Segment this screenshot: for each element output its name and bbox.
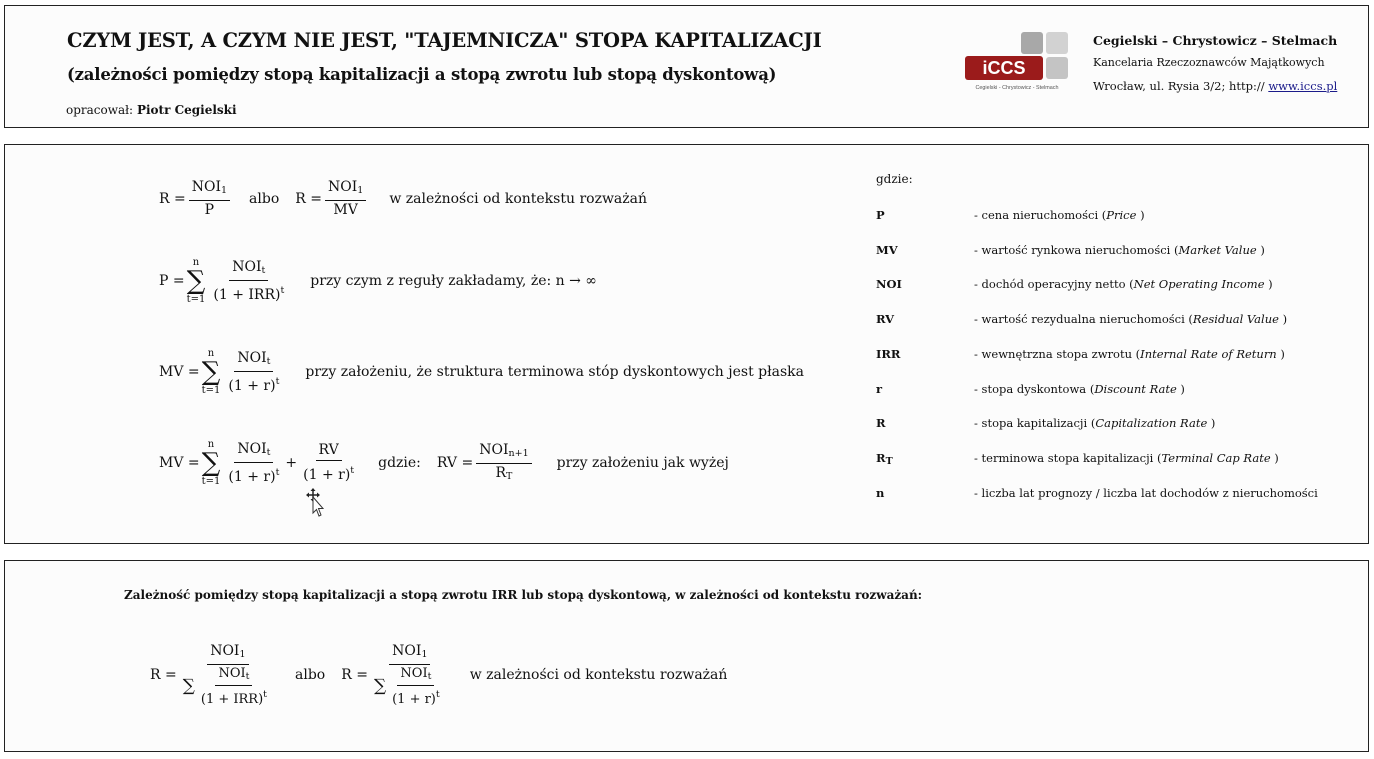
legend-close-paren: ) xyxy=(1256,243,1265,257)
author-line xyxy=(66,103,237,117)
legend-description-text: - wartość rynkowa nieruchomości ( xyxy=(974,243,1179,257)
formula-note: w zależności od kontekstu rozważań xyxy=(469,667,728,683)
subscript: 1 xyxy=(421,649,428,660)
sigma-symbol: ∑ xyxy=(201,357,221,387)
legend-description xyxy=(974,382,1185,396)
legend-description-text: - wewnętrzna stopa zwrotu ( xyxy=(974,347,1141,361)
formula-price xyxy=(159,257,597,305)
legend-symbol-text: IRR xyxy=(876,347,901,361)
legend-description xyxy=(974,312,1287,326)
fraction xyxy=(180,643,276,707)
numerator: NOI xyxy=(400,666,428,681)
legend-close-paren: ) xyxy=(1176,382,1185,396)
legend-symbol-text: r xyxy=(876,382,883,396)
legend-term: Net Operating Income xyxy=(1133,277,1265,291)
author-name: Piotr Cegielski xyxy=(136,103,237,117)
numerator: RV xyxy=(316,442,342,461)
superscript: t xyxy=(275,375,280,387)
sum-upper-limit: n xyxy=(192,257,200,268)
summation xyxy=(187,257,206,305)
formula-lhs: R = xyxy=(295,191,322,207)
legend-close-paren: ) xyxy=(1270,451,1279,465)
sum-lower-limit: t=1 xyxy=(201,476,221,487)
denominator: P xyxy=(204,202,215,218)
formula-note: przy czym z reguły zakładamy, że: n → ∞ xyxy=(310,273,597,289)
formula-capitalization-rate xyxy=(159,179,647,219)
subscript: t xyxy=(266,355,271,367)
legend-symbol-text: RV xyxy=(876,312,895,326)
formulas-panel xyxy=(4,144,1369,544)
legend-term: Discount Rate xyxy=(1094,382,1177,396)
legend-symbol-subscript: T xyxy=(885,456,893,467)
denominator: (1 + r) xyxy=(303,467,351,483)
legend-symbol xyxy=(876,243,898,257)
legend-description-text: - cena nieruchomości ( xyxy=(974,208,1107,222)
subscript: T xyxy=(506,470,513,482)
legend-close-paren: ) xyxy=(1207,416,1216,430)
numerator: NOI xyxy=(191,179,221,195)
formula-lhs: R = xyxy=(341,667,368,683)
legend-term: Price xyxy=(1106,208,1137,222)
subscript: n+1 xyxy=(508,447,529,459)
denominator: (1 + r) xyxy=(228,377,276,394)
formula-lhs: R = xyxy=(159,191,186,207)
firm-website-link[interactable]: www.iccs.pl xyxy=(1268,79,1338,93)
sigma-symbol: ∑ xyxy=(186,266,206,296)
legend-description-text: - stopa dyskontowa ( xyxy=(974,382,1095,396)
formula-lhs: MV = xyxy=(159,455,200,471)
legend-symbol xyxy=(876,347,901,361)
legend-symbol-text: R xyxy=(876,416,886,430)
numerator: NOI xyxy=(232,258,262,275)
legend-description xyxy=(974,208,1145,222)
iccs-logo-graphic xyxy=(963,32,1071,92)
legend-close-paren: ) xyxy=(1136,208,1145,222)
fraction xyxy=(210,259,287,304)
denominator: MV xyxy=(333,202,358,218)
legend-symbol-text: R xyxy=(876,451,886,465)
fraction xyxy=(189,179,230,219)
denominator: (1 + r) xyxy=(228,468,276,485)
legend-close-paren: ) xyxy=(1264,277,1273,291)
numerator: NOI xyxy=(328,179,358,195)
superscript: t xyxy=(280,284,285,296)
formula-cap-rate-irr xyxy=(150,643,727,707)
subscript: 1 xyxy=(357,185,364,196)
legend-description-text: - stopa kapitalizacji ( xyxy=(974,416,1096,430)
superscript: t xyxy=(275,466,280,478)
relationship-panel xyxy=(4,560,1369,752)
sum-upper-limit: n xyxy=(207,348,215,359)
page-title: CZYM JEST, A CZYM NIE JEST, "TAJEMNICZA" STOPA KAPITALIZACJI xyxy=(67,29,822,52)
legend-symbol-text: NOI xyxy=(876,277,902,291)
legend-description xyxy=(974,486,1318,500)
albo-text: albo xyxy=(295,667,326,683)
fraction xyxy=(371,643,449,707)
sum-lower-limit: t=1 xyxy=(186,294,206,305)
plus-sign: + xyxy=(285,455,298,471)
legend-symbol-text: P xyxy=(876,208,885,222)
denominator: (1 + IRR) xyxy=(213,286,281,303)
firm-name: Cegielski – Chrystowicz – Stelmach xyxy=(1093,33,1338,48)
legend-heading: gdzie: xyxy=(876,172,913,186)
legend-description xyxy=(974,451,1279,465)
formula-note: w zależności od kontekstu rozważań xyxy=(389,191,648,207)
legend-description-text: - dochód operacyjny netto ( xyxy=(974,277,1134,291)
firm-description: Kancelaria Rzeczoznawców Majątkowych xyxy=(1093,56,1325,69)
superscript: t xyxy=(263,689,267,700)
formula-market-value xyxy=(159,348,804,396)
sigma-symbol: ∑ xyxy=(373,676,387,696)
fraction xyxy=(300,442,357,484)
numerator: NOI xyxy=(392,643,422,659)
legend-symbol xyxy=(876,208,885,222)
legend-description-text: - wartość rezydualna nieruchomości ( xyxy=(974,312,1193,326)
legend-close-paren: ) xyxy=(1276,347,1285,361)
sigma-symbol: ∑ xyxy=(182,676,195,696)
legend-symbol xyxy=(876,486,884,500)
author-label: opracował: xyxy=(66,103,134,117)
superscript: t xyxy=(435,689,440,700)
legend-term: Market Value xyxy=(1178,243,1257,257)
legend-description xyxy=(974,277,1273,291)
firm-address xyxy=(1093,79,1337,93)
logo-text: iCCS xyxy=(982,58,1026,78)
denominator: R xyxy=(495,464,507,481)
legend-description xyxy=(974,243,1265,257)
numerator: NOI xyxy=(210,643,240,659)
formula-note: przy założeniu, że struktura terminowa stóp dyskontowych jest płaska xyxy=(305,364,805,380)
legend-close-paren: ) xyxy=(1278,312,1288,326)
legend-symbol xyxy=(876,416,886,430)
subscript: 1 xyxy=(221,185,228,196)
summation xyxy=(202,439,221,487)
superscript: t xyxy=(350,465,355,476)
numerator: NOI xyxy=(479,441,509,458)
subscript: 1 xyxy=(239,649,246,660)
summation xyxy=(202,348,221,396)
legend-description-text: - terminowa stopa kapitalizacji ( xyxy=(974,451,1162,465)
page-subtitle: (zależności pomiędzy stopą kapitalizacji a stopą zwrotu lub stopą dyskontową) xyxy=(67,65,777,84)
fraction xyxy=(225,350,282,395)
inner-fraction xyxy=(198,666,270,707)
albo-text: albo xyxy=(249,191,280,207)
numerator: NOI xyxy=(218,666,246,681)
legend-symbol xyxy=(876,451,893,467)
iccs-logo xyxy=(963,32,1071,92)
inner-fraction xyxy=(389,666,443,707)
relationship-heading: Zależność pomiędzy stopą kapitalizacji a stopą zwrotu IRR lub stopą dyskontową, w zależności od kontekstu rozważań: xyxy=(124,588,923,602)
denominator: (1 + r) xyxy=(392,692,436,707)
gdzie-text: gdzie: xyxy=(378,455,421,471)
firm-address-text: Wrocław, ul. Rysia 3/2; http:// xyxy=(1093,79,1265,93)
fraction xyxy=(225,441,282,486)
legend-symbol xyxy=(876,312,894,326)
sigma-symbol: ∑ xyxy=(201,448,221,478)
legend-description xyxy=(974,347,1285,361)
subscript: t xyxy=(245,671,250,682)
fraction xyxy=(476,442,531,485)
formula-lhs: P = xyxy=(159,273,185,289)
formula-lhs: RV = xyxy=(436,455,474,471)
legend-description-text: - liczba lat prognozy / liczba lat dochodów z nieruchomości xyxy=(974,486,1318,500)
sum-upper-limit: n xyxy=(207,439,215,450)
numerator: NOI xyxy=(237,349,267,366)
legend-term: Capitalization Rate xyxy=(1095,416,1208,430)
subscript: t xyxy=(261,264,266,276)
move-cursor-icon xyxy=(305,488,327,518)
formula-note: przy założeniu jak wyżej xyxy=(556,455,729,471)
logo-caption: Cegielski - Chrystowicz - Stelmach xyxy=(975,85,1059,91)
legend-term: Internal Rate of Return xyxy=(1140,347,1277,361)
legend-symbol xyxy=(876,277,902,291)
sum-lower-limit: t=1 xyxy=(201,385,221,396)
formula-lhs: R = xyxy=(150,667,177,683)
legend-symbol-text: n xyxy=(876,486,885,500)
header-panel xyxy=(4,5,1369,128)
formula-market-value-residual xyxy=(159,439,729,487)
legend-description xyxy=(974,416,1215,430)
numerator: NOI xyxy=(237,440,267,457)
fraction xyxy=(325,179,366,219)
legend-term: Residual Value xyxy=(1192,312,1279,326)
legend-symbol-text: MV xyxy=(876,243,898,257)
formula-lhs: MV = xyxy=(159,364,200,380)
subscript: t xyxy=(427,671,432,682)
legend-symbol xyxy=(876,382,882,396)
legend-term: Terminal Cap Rate xyxy=(1161,451,1271,465)
subscript: t xyxy=(266,446,271,458)
denominator: (1 + IRR) xyxy=(200,692,264,707)
